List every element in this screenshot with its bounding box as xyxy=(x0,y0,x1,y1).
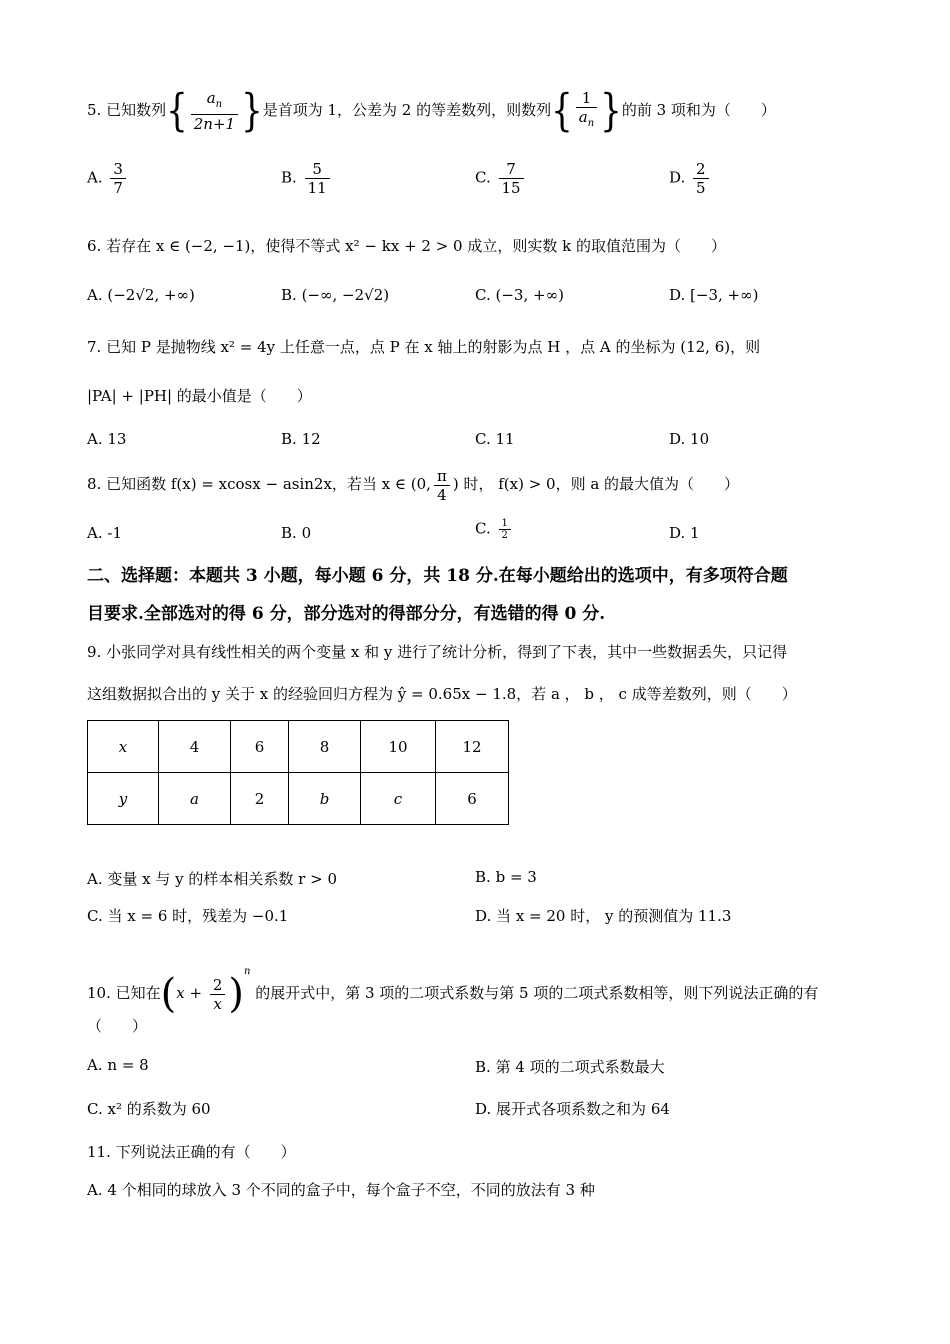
table-row: y a 2 b c 6 xyxy=(88,773,509,825)
q7-option-a[interactable]: A. 13 xyxy=(87,430,127,448)
q10-option-a[interactable]: A. n = 8 xyxy=(87,1056,149,1074)
right-brace: } xyxy=(241,85,263,137)
q10-option-c[interactable]: C. x² 的系数为 60 xyxy=(87,1100,211,1118)
q5-text-3: 的前 3 项和为（ ） xyxy=(621,101,776,119)
q9-option-b[interactable]: B. b = 3 xyxy=(475,868,537,886)
q9-option-a[interactable]: A. 变量 x 与 y 的样本相关系数 r > 0 xyxy=(87,870,337,888)
q5-option-d[interactable]: D. $\frac{2}{5}$ xyxy=(669,160,712,197)
q8-option-b[interactable]: B. 0 xyxy=(281,524,312,542)
section-2-heading-line-2: 目要求.全部选对的得 6 分，部分选对的得部分分，有选错的得 0 分. xyxy=(87,604,606,624)
q5-option-b[interactable]: B. $\frac{5}{11}$ xyxy=(281,160,333,197)
left-brace: { xyxy=(166,85,188,137)
q5-fraction-inv: $\frac{1}{a_n}$ xyxy=(576,89,597,133)
question-11: 11. 下列说法正确的有（ ） xyxy=(87,1143,296,1161)
table-row: x 4 6 8 10 12 xyxy=(88,721,509,773)
question-10: 10. 已知在(x + $\frac{2}{x}$ )$^n$ 的展开式中，第 3 项的二项式系数与第 5 项的二项式系数相等，则下列说法正确的有 xyxy=(87,966,819,1017)
q5-fraction-an: $\frac{a_n}{2n+1}$ xyxy=(191,89,238,133)
q7-option-b[interactable]: B. 12 xyxy=(281,430,321,448)
q11-option-a[interactable]: A. 4 个相同的球放入 3 个不同的盒子中，每个盒子不空，不同的放法有 3 种 xyxy=(87,1181,595,1199)
section-2-heading-line-1: 二、选择题：本题共 3 小题，每小题 6 分，共 18 分.在每小题给出的选项中，有多项符合题 xyxy=(87,566,788,586)
q6-option-d[interactable]: D. [−3, +∞) xyxy=(669,286,759,304)
q5-number: 5. xyxy=(87,101,102,119)
q8-option-d[interactable]: D. 1 xyxy=(669,524,700,542)
data-table xyxy=(87,720,509,825)
q8-option-c[interactable]: C. $\frac{1}{2}$ xyxy=(475,518,514,541)
question-10-paren: （ ） xyxy=(87,1017,148,1035)
question-5: 5. 已知数列{ $\frac{a_n}{2n+1}$ }是首项为 1，公差为 2 的等差数列，则数列{ $\frac{1}{a_n}$ }的前 3 项和为（ ） xyxy=(87,85,776,137)
q6-option-b[interactable]: B. (−∞, −2√2) xyxy=(281,286,390,304)
question-7-line-1: 7. 已知 P 是抛物线 x² = 4y 上任意一点，点 P 在 x 轴上的射影为点 H ，点 A 的坐标为 (12, 6)，则 xyxy=(87,338,761,356)
q7-option-d[interactable]: D. 10 xyxy=(669,430,710,448)
q6-option-c[interactable]: C. (−3, +∞) xyxy=(475,286,564,304)
question-7-line-2: |PA| + |PH| 的最小值是（ ） xyxy=(87,387,312,405)
q10-option-d[interactable]: D. 展开式各项系数之和为 64 xyxy=(475,1100,670,1118)
q8-option-a[interactable]: A. -1 xyxy=(87,524,123,542)
q6-option-a[interactable]: A. (−2√2, +∞) xyxy=(87,286,195,304)
q5-text-1: 已知数列 xyxy=(106,101,167,119)
question-9-line-1: 9. 小张同学对具有线性相关的两个变量 x 和 y 进行了统计分析，得到了下表，其中一些数据丢失，只记得 xyxy=(87,643,788,661)
q9-option-d[interactable]: D. 当 x = 20 时， y 的预测值为 11.3 xyxy=(475,907,732,925)
q5-option-a[interactable]: A. $\frac{3}{7}$ xyxy=(87,160,129,197)
q10-option-b[interactable]: B. 第 4 项的二项式系数最大 xyxy=(475,1058,665,1076)
q7-option-c[interactable]: C. 11 xyxy=(475,430,515,448)
question-8: 8. 已知函数 f(x) = xcosx − asin2x，若当 x ∈ (0, $\frac{\pi}{4}$ ) 时， f(x) > 0，则 a 的最大值为（ ） xyxy=(87,466,740,504)
q5-option-c[interactable]: C. $\frac{7}{15}$ xyxy=(475,160,527,197)
question-9-line-2: 这组数据拟合出的 y 关于 x 的经验回归方程为 ŷ = 0.65x − 1.8，若 a ， b ， c 成等差数列，则（ ） xyxy=(87,685,797,703)
question-6: 6. 若存在 x ∈ (−2, −1)，使得不等式 x² − kx + 2 > 0 成立，则实数 k 的取值范围为（ ） xyxy=(87,237,726,255)
q5-text-2: 是首项为 1，公差为 2 的等差数列，则数列 xyxy=(262,101,552,119)
q9-option-c[interactable]: C. 当 x = 6 时，残差为 −0.1 xyxy=(87,907,289,925)
